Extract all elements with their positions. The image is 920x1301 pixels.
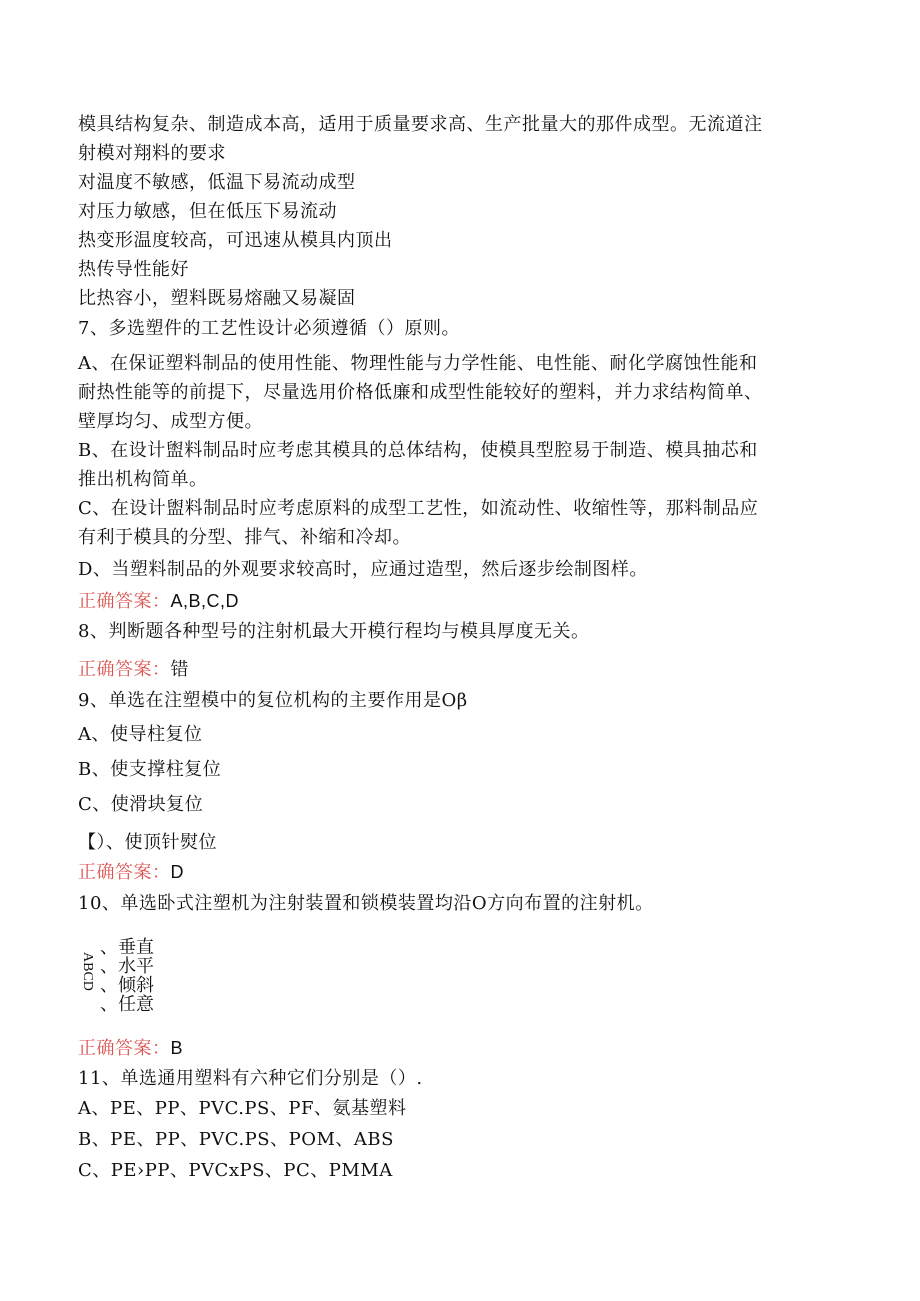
intro-option-2: 对压力敏感，但在低压下易流动 [78,201,337,222]
q10-title: 10、单选卧式注塑机为注射装置和锁模装置均沿O方向布置的注射机。 [78,893,654,914]
q10-vertical-letters: ABCD [80,952,95,991]
intro-option-5: 比热容小，塑料既易熔融又易凝固 [78,288,356,309]
q8-answer [78,657,189,682]
q10-option-d: 、任意 [100,994,154,1015]
q7-option-d: D、当塑料制品的外观要求较高时，应通过造型，然后逐步绘制图样。 [78,559,648,580]
q9-option-d: 【）、使顶针熨位 [78,832,217,853]
q11-title: 11、单选通用塑料有六种它们分别是（）. [78,1068,423,1089]
q11-option-b: B、PE、PP、PVC.PS、POM、ABS [78,1129,394,1150]
answer-label: 正确答案： [78,862,171,883]
q10-option-a: 、垂直 [100,937,154,958]
q7-option-a-line-1: A、在保证塑料制品的使用性能、物理性能与力学性能、电性能、耐化学腐蚀性能和 [78,353,758,374]
q9-answer [78,860,184,885]
q11-option-c: C、PE›PP、PVCxPS、PC、PMMA [78,1160,393,1181]
q7-option-c-line-2: 有利于模具的分型、排气、补缩和冷却。 [78,527,411,548]
answer-label: 正确答案： [78,591,171,612]
q11-option-a: A、PE、PP、PVC.PS、PF、氨基塑料 [78,1098,407,1119]
answer-value: B [170,1038,184,1058]
answer-value: 错 [170,659,189,679]
intro-line-1: 模具结构复杂、制造成本高，适用于质量要求高、生产批量大的那件成型。无流道注 [78,114,763,135]
q8-title: 8、判断题各种型号的注射机最大开模行程均与模具厚度无关。 [78,621,590,642]
q7-option-a-line-2: 耐热性能等的前提下，尽量选用价格低廉和成型性能较好的塑料，并力求结构简单、 [78,382,763,403]
intro-option-4: 热传导性能好 [78,259,189,280]
answer-value: D [170,862,184,882]
intro-option-3: 热变形温度较高，可迅速从模具内顶出 [78,230,393,251]
q7-option-b-line-2: 推出机构简单。 [78,469,208,490]
answer-value: A,B,C,D [170,591,240,611]
answer-label: 正确答案： [78,659,171,680]
q7-option-a-line-3: 壁厚均匀、成型方便。 [78,411,263,432]
intro-option-1: 对温度不敏感，低温下易流动成型 [78,172,356,193]
q7-option-c-line-1: C、在设计盥料制品时应考虑原料的成型工艺性，如流动性、收缩性等，那料制品应 [78,498,759,519]
q9-title: 9、单选在注塑模中的复位机构的主要作用是Oβ [78,690,468,711]
q10-answer [78,1036,183,1061]
q7-option-b-line-1: B、在设计盥料制品时应考虑其模具的总体结构，使模具型腔易于制造、模具抽芯和 [78,440,758,461]
q9-option-c: C、使滑块复位 [78,794,204,815]
q7-answer [78,589,239,614]
answer-label: 正确答案： [78,1038,171,1059]
intro-line-2: 射模对翔料的要求 [78,143,226,164]
q9-option-b: B、使支撑柱复位 [78,759,222,780]
q10-option-c: 、倾斜 [100,975,154,996]
q9-option-a: A、使导柱复位 [78,724,203,745]
q10-option-b: 、水平 [100,956,154,977]
q7-title: 7、多选塑件的工艺性设计必须遵循（）原则。 [78,318,460,339]
